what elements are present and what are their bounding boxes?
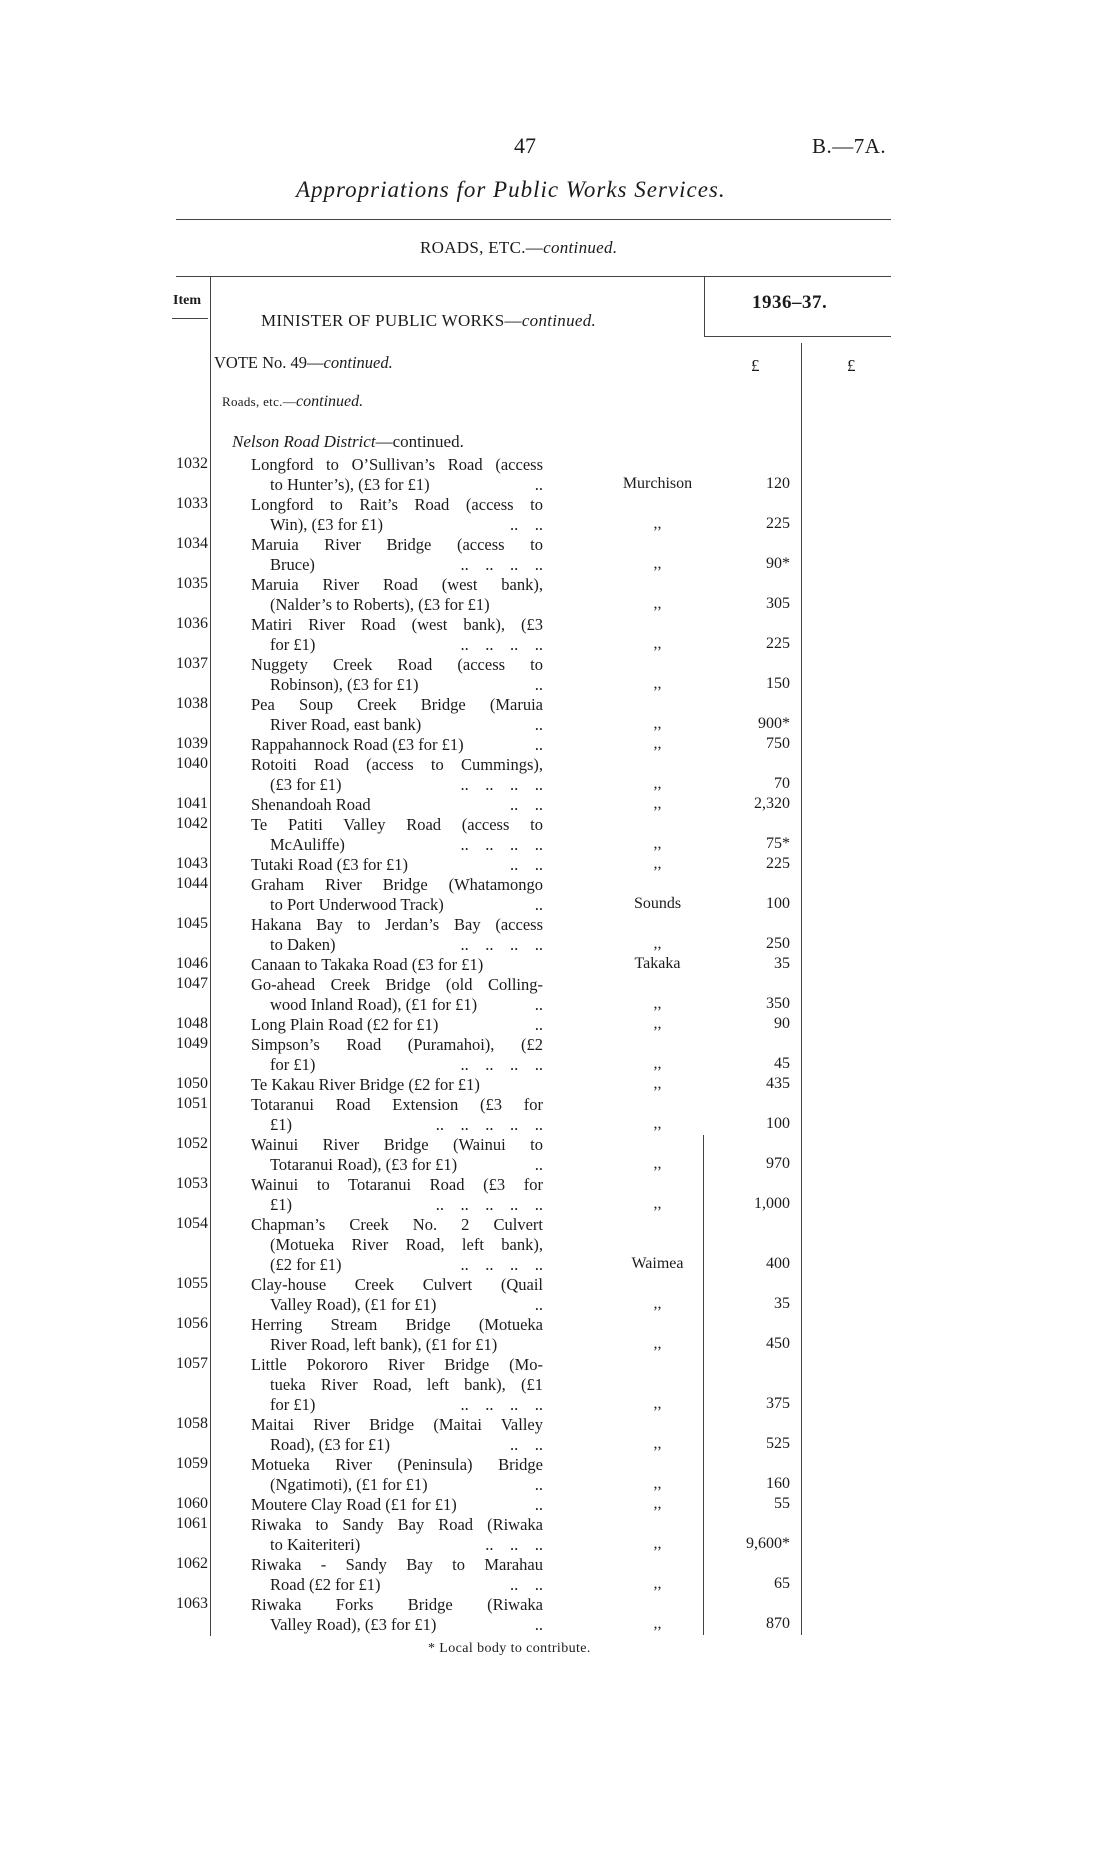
amount: 435: [766, 1075, 790, 1092]
description-line: Graham River Bridge (Whatamongo: [251, 875, 543, 894]
district-label: ,,: [653, 675, 662, 692]
district-label: ,,: [653, 795, 662, 812]
district-label: ,,: [653, 1395, 662, 1412]
item-number: 1038: [176, 695, 208, 712]
description-line: Nuggety Creek Road (access to: [251, 655, 543, 674]
description-line: Little Pokororo River Bridge (Mo-: [251, 1355, 543, 1374]
description-line: (£3 for £1): [270, 775, 342, 794]
item-description: [251, 535, 543, 575]
item-description: [251, 1595, 543, 1635]
item-number: 1035: [176, 575, 208, 592]
description-line: Canaan to Takaka Road (£3 for £1): [251, 955, 484, 974]
district-label: ,,: [653, 595, 662, 612]
description-line: Bruce): [270, 555, 315, 574]
item-description: [251, 875, 543, 915]
district-label: ,,: [653, 735, 662, 752]
description-line: Wainui to Totaranui Road (£3 for: [251, 1175, 543, 1194]
leader-dots: ..: [534, 715, 543, 734]
vote-heading: [214, 353, 393, 373]
description-line: Road (£2 for £1): [270, 1575, 381, 1594]
item-description: [251, 1075, 543, 1095]
leader-dots: ..: [534, 1015, 543, 1034]
description-line: Long Plain Road (£2 for £1): [251, 1015, 439, 1034]
description-line: to Hunter’s), (£3 for £1): [270, 475, 430, 494]
item-description: [251, 755, 543, 795]
amount: 225: [766, 855, 790, 872]
amount: 120: [766, 475, 790, 492]
item-number: 1061: [176, 1515, 208, 1532]
amount: 100: [766, 1115, 790, 1132]
district-label: ,,: [653, 515, 662, 532]
district-label: Sounds: [633, 895, 682, 912]
item-number: 1059: [176, 1455, 208, 1472]
item-description: [251, 735, 543, 755]
leader-dots: .. ..: [510, 515, 543, 534]
item-description: [251, 855, 543, 875]
amount: 65: [774, 1575, 790, 1592]
description-line: Rotoiti Road (access to Cummings),: [251, 755, 543, 774]
item-number: 1032: [176, 455, 208, 472]
leader-dots: .. ..: [510, 795, 543, 814]
description-line: (Motueka River Road, left bank),: [270, 1235, 543, 1254]
amount: 90: [774, 1015, 790, 1032]
district-label: ,,: [653, 555, 662, 572]
description-line: (Nalder’s to Roberts), (£3 for £1): [270, 595, 490, 614]
description-line: to Daken): [270, 935, 336, 954]
description-line: Valley Road), (£3 for £1): [270, 1615, 437, 1634]
district-heading: [232, 432, 464, 452]
item-number: 1055: [176, 1275, 208, 1292]
leader-dots: .. .. .. ..: [460, 635, 543, 654]
amount: 750: [766, 735, 790, 752]
leader-dots: ..: [534, 895, 543, 914]
item-number: 1062: [176, 1555, 208, 1572]
district-label: Waimea: [631, 1255, 684, 1272]
description-line: for £1): [270, 635, 316, 654]
amount: 90*: [766, 555, 790, 572]
ministry-heading-text: MINISTER OF PUBLIC WORKS—: [261, 311, 522, 330]
leader-dots: ..: [534, 1475, 543, 1494]
district-label: Takaka: [634, 955, 681, 972]
item-description: [251, 1275, 543, 1315]
amount: 900*: [758, 715, 790, 732]
item-number: 1052: [176, 1135, 208, 1152]
amount: 970: [766, 1155, 790, 1172]
item-description: [251, 1095, 543, 1135]
section-heading: [420, 238, 617, 258]
leader-dots: ..: [534, 675, 543, 694]
item-description: [251, 1355, 543, 1415]
ministry-heading: [261, 311, 596, 331]
description-line: to Kaiteriteri): [270, 1535, 361, 1554]
item-description: [251, 795, 543, 815]
leader-dots: .. .. .. ..: [460, 775, 543, 794]
description-line: Hakana Bay to Jerdan’s Bay (access: [251, 915, 543, 934]
district-name: Nelson Road District: [232, 432, 376, 451]
description-line: River Road, east bank): [270, 715, 422, 734]
item-number: 1054: [176, 1215, 208, 1232]
leader-dots: .. .. .. ..: [460, 555, 543, 574]
amount: 35: [774, 955, 790, 972]
district-label: ,,: [653, 715, 662, 732]
item-description: [251, 455, 543, 495]
district-label: ,,: [653, 635, 662, 652]
item-description: [251, 495, 543, 535]
district-label: Murchison: [622, 475, 693, 492]
description-line: Road), (£3 for £1): [270, 1435, 391, 1454]
description-line: Clay-house Creek Culvert (Quail: [251, 1275, 543, 1294]
document-reference: B.—7A.: [812, 134, 887, 158]
item-description: [251, 695, 543, 735]
description-line: for £1): [270, 1055, 316, 1074]
amount: 9,600*: [746, 1535, 790, 1552]
description-line: to Port Underwood Track): [270, 895, 444, 914]
item-number: 1037: [176, 655, 208, 672]
item-description: [251, 1035, 543, 1075]
amount: 2,320: [754, 795, 790, 812]
description-line: Maruia River Bridge (access to: [251, 535, 543, 554]
description-line: Wainui River Bridge (Wainui to: [251, 1135, 543, 1154]
leader-dots: ..: [534, 735, 543, 754]
section-heading-text: ROADS, ETC.—: [420, 238, 544, 257]
description-line: Totaranui Road Extension (£3 for: [251, 1095, 543, 1114]
footnote: * Local body to contribute.: [428, 1641, 591, 1656]
amount: 55: [774, 1495, 790, 1512]
description-line: £1): [270, 1115, 292, 1134]
item-description: [251, 1495, 543, 1515]
amount: 375: [766, 1395, 790, 1412]
description-line: Tutaki Road (£3 for £1): [251, 855, 409, 874]
district-label: ,,: [653, 1615, 662, 1632]
district-label: ,,: [653, 1075, 662, 1092]
description-line: Motueka River (Peninsula) Bridge: [251, 1455, 543, 1474]
item-description: [251, 1175, 543, 1215]
item-description: [251, 575, 543, 615]
description-line: Rappahannock Road (£3 for £1): [251, 735, 464, 754]
item-description: [251, 915, 543, 955]
amount: 225: [766, 635, 790, 652]
amount: 70: [774, 775, 790, 792]
description-line: Riwaka Forks Bridge (Riwaka: [251, 1595, 543, 1614]
district-label: ,,: [653, 1195, 662, 1212]
district-label: ,,: [653, 1335, 662, 1352]
district-label: ,,: [653, 1155, 662, 1172]
amount: 150: [766, 675, 790, 692]
title-rule: [176, 219, 891, 220]
leader-dots: .. .. ..: [485, 1535, 543, 1554]
item-number: 1047: [176, 975, 208, 992]
leader-dots: ..: [534, 1495, 543, 1514]
item-number: 1060: [176, 1495, 208, 1512]
description-line: tueka River Road, left bank), (£1: [270, 1375, 543, 1394]
vote-heading-text: VOTE No. 49—: [214, 353, 324, 372]
description-line: Riwaka - Sandy Bay to Marahau: [251, 1555, 543, 1574]
amount: 1,000: [754, 1195, 790, 1212]
item-column-header: Item: [173, 293, 201, 308]
ministry-heading-continued: continued.: [521, 311, 597, 330]
district-label: ,,: [653, 1435, 662, 1452]
subhead-roads: [222, 393, 363, 411]
description-line: Maruia River Road (west bank),: [251, 575, 543, 594]
item-underline: [172, 318, 208, 319]
item-number: 1044: [176, 875, 208, 892]
item-number: 1058: [176, 1415, 208, 1432]
amount: 305: [766, 595, 790, 612]
description-line: Totaranui Road), (£3 for £1): [270, 1155, 458, 1174]
leader-dots: .. .. .. ..: [460, 1395, 543, 1414]
leader-dots: ..: [534, 1155, 543, 1174]
district-label: ,,: [653, 835, 662, 852]
item-number: 1045: [176, 915, 208, 932]
description-line: Longford to O’Sullivan’s Road (access: [251, 455, 543, 474]
amount: 160: [766, 1475, 790, 1492]
amount: 870: [766, 1615, 790, 1632]
item-number: 1057: [176, 1355, 208, 1372]
vote-heading-continued: continued.: [323, 353, 393, 372]
amount: 400: [766, 1255, 790, 1272]
district-label: ,,: [653, 1475, 662, 1492]
leader-dots: .. .. .. .. ..: [435, 1115, 543, 1134]
leader-dots: ..: [534, 995, 543, 1014]
amount: 350: [766, 995, 790, 1012]
item-number: 1049: [176, 1035, 208, 1052]
leader-dots: .. .. .. .. ..: [435, 1195, 543, 1214]
description-line: wood Inland Road), (£1 for £1): [270, 995, 478, 1014]
amount: 35: [774, 1295, 790, 1312]
description-line: Chapman’s Creek No. 2 Culvert: [251, 1215, 543, 1234]
header-top-rule: [176, 276, 891, 277]
amount: 100: [766, 895, 790, 912]
description-line: Moutere Clay Road (£1 for £1): [251, 1495, 457, 1514]
district-label: ,,: [653, 775, 662, 792]
amount: 75*: [766, 835, 790, 852]
district-label: ,,: [653, 1295, 662, 1312]
item-description: [251, 1215, 543, 1275]
item-description: [251, 655, 543, 695]
item-description: [251, 815, 543, 855]
year-heading: 1936–37.: [752, 292, 828, 313]
description-line: Pea Soup Creek Bridge (Maruia: [251, 695, 543, 714]
description-line: for £1): [270, 1395, 316, 1414]
amount-divider-rule: [801, 343, 802, 1635]
description-line: Go-ahead Creek Bridge (old Colling-: [251, 975, 543, 994]
item-description: [251, 1015, 543, 1035]
year-underline: [704, 336, 891, 337]
district-label: ,,: [653, 855, 662, 872]
year-column-rule: [704, 276, 705, 336]
subhead-roads-continued: continued.: [296, 393, 364, 410]
description-line: Riwaka to Sandy Bay Road (Riwaka: [251, 1515, 543, 1534]
leader-dots: ..: [534, 1295, 543, 1314]
item-number: 1043: [176, 855, 208, 872]
item-number: 1040: [176, 755, 208, 772]
item-description: [251, 1315, 543, 1355]
description-line: McAuliffe): [270, 835, 345, 854]
item-number: 1048: [176, 1015, 208, 1032]
page-number: 47: [514, 133, 536, 158]
item-number: 1042: [176, 815, 208, 832]
page-title: Appropriations for Public Works Services.: [296, 177, 726, 202]
item-number: 1051: [176, 1095, 208, 1112]
description-line: Te Patiti Valley Road (access to: [251, 815, 543, 834]
pound-left-header: £: [751, 356, 760, 375]
amount: 45: [774, 1055, 790, 1072]
leader-dots: ..: [534, 1615, 543, 1634]
description-line: £1): [270, 1195, 292, 1214]
description-line: Shenandoah Road: [251, 795, 371, 814]
pound-right-header: £: [847, 356, 856, 375]
description-line: Win), (£3 for £1): [270, 515, 383, 534]
amount: 450: [766, 1335, 790, 1352]
leader-dots: .. .. .. ..: [460, 835, 543, 854]
item-number: 1033: [176, 495, 208, 512]
item-number: 1034: [176, 535, 208, 552]
leader-dots: .. .. .. ..: [460, 1055, 543, 1074]
item-description: [251, 1555, 543, 1595]
district-label: ,,: [653, 1015, 662, 1032]
subhead-roads-text: Roads, etc.—: [222, 394, 297, 409]
district-label: ,,: [653, 1495, 662, 1512]
leader-dots: ..: [534, 475, 543, 494]
item-description: [251, 955, 543, 975]
item-number: 1063: [176, 1595, 208, 1612]
item-number: 1056: [176, 1315, 208, 1332]
item-number: 1050: [176, 1075, 208, 1092]
description-line: (Ngatimoti), (£1 for £1): [270, 1475, 428, 1494]
item-description: [251, 1515, 543, 1555]
description-line: (£2 for £1): [270, 1255, 342, 1274]
leader-dots: .. .. .. ..: [460, 935, 543, 954]
item-number: 1053: [176, 1175, 208, 1192]
section-heading-continued: continued.: [543, 238, 618, 257]
leader-dots: .. ..: [510, 855, 543, 874]
district-label: ,,: [653, 995, 662, 1012]
district-label: ,,: [653, 1535, 662, 1552]
description-line: Robinson), (£3 for £1): [270, 675, 419, 694]
item-description: [251, 1415, 543, 1455]
description-line: Simpson’s Road (Puramahoi), (£2: [251, 1035, 543, 1054]
district-continued: —continued.: [375, 432, 464, 451]
item-number: 1039: [176, 735, 208, 752]
item-description: [251, 615, 543, 655]
district-label: ,,: [653, 935, 662, 952]
item-column-rule: [210, 276, 211, 1636]
leader-dots: .. .. .. ..: [460, 1255, 543, 1274]
item-description: [251, 1455, 543, 1495]
amount: 225: [766, 515, 790, 532]
item-description: [251, 975, 543, 1015]
district-label: ,,: [653, 1575, 662, 1592]
leader-dots: .. ..: [510, 1575, 543, 1594]
description-line: Herring Stream Bridge (Motueka: [251, 1315, 543, 1334]
item-number: 1046: [176, 955, 208, 972]
description-line: Matiri River Road (west bank), (£3: [251, 615, 543, 634]
amount: 250: [766, 935, 790, 952]
description-line: River Road, left bank), (£1 for £1): [270, 1335, 498, 1354]
description-line: Longford to Rait’s Road (access to: [251, 495, 543, 514]
description-line: Maitai River Bridge (Maitai Valley: [251, 1415, 543, 1434]
amount: 525: [766, 1435, 790, 1452]
item-number: 1041: [176, 795, 208, 812]
district-label: ,,: [653, 1055, 662, 1072]
leader-dots: .. ..: [510, 1435, 543, 1454]
item-number: 1036: [176, 615, 208, 632]
item-description: [251, 1135, 543, 1175]
description-line: Te Kakau River Bridge (£2 for £1): [251, 1075, 480, 1094]
description-line: Valley Road), (£1 for £1): [270, 1295, 437, 1314]
district-label: ,,: [653, 1115, 662, 1132]
